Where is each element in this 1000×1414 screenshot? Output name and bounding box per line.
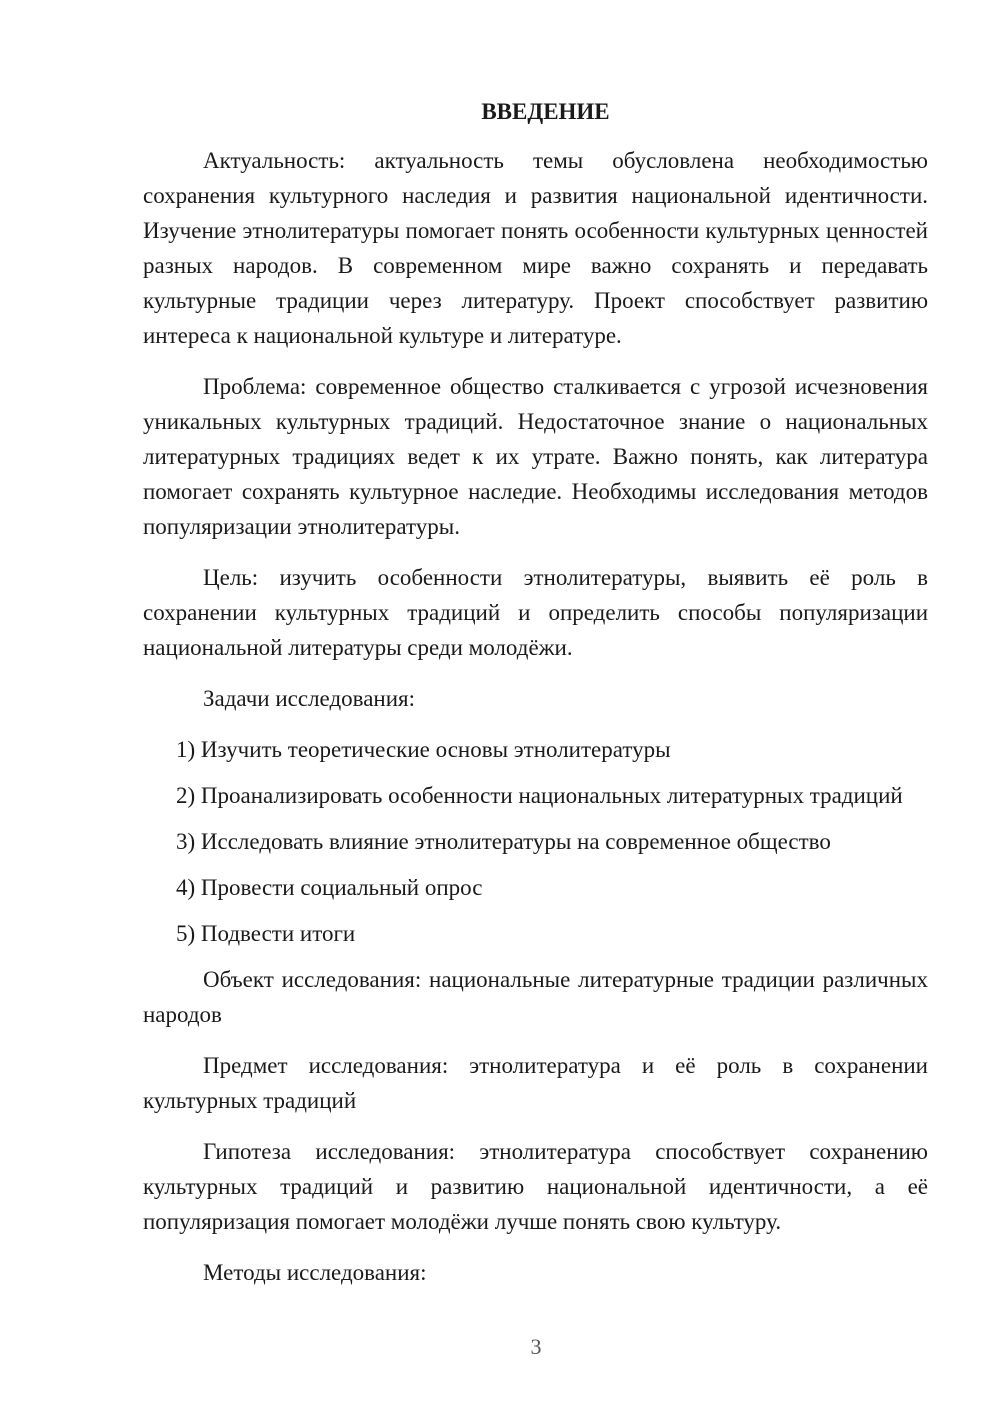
- methods-heading: Методы исследования:: [203, 1260, 427, 1285]
- task-item-1: 1) Изучить теоретические основы этнолитературы: [176, 737, 671, 762]
- task-item-2: 2) Проанализировать особенности национальных литературных традиций: [176, 783, 903, 808]
- paragraph-hypothesis: Гипотеза исследования: этнолитература способствует сохранению культурных традиций и развитию национальной идентичности, а её популяризация помогает молодёжи лучше понять свою культуру.: [143, 1139, 928, 1234]
- paragraph-relevance: Актуальность: актуальность темы обусловлена необходимостью сохранения культурного наследия и развития национальной идентичности. Изучение этнолитературы помогает понять особенности культурных ценностей разных народов. В современном мире важно сохранять и передавать культурные традиции через литературу. Проект способствует развитию интереса к национальной культуре и литературе.: [143, 148, 928, 348]
- paragraph-object: Объект исследования: национальные литературные традиции различных народов: [143, 967, 928, 1027]
- paragraph-subject: Предмет исследования: этнолитература и её роль в сохранении культурных традиций: [143, 1053, 928, 1113]
- page-content: [143, 94, 928, 1306]
- tasks-heading: Задачи исследования:: [203, 686, 416, 711]
- task-item-5: 5) Подвести итоги: [176, 921, 356, 946]
- task-item-4: 4) Провести социальный опрос: [176, 875, 483, 900]
- paragraph-goal: Цель: изучить особенности этнолитературы, выявить её роль в сохранении культурных традиций и определить способы популяризации национальной литературы среди молодёжи.: [143, 565, 928, 660]
- section-title: ВВЕДЕНИЕ: [481, 99, 610, 124]
- task-item-3: 3) Исследовать влияние этнолитературы на современное общество: [176, 829, 831, 854]
- paragraph-problem: Проблема: современное общество сталкивается с угрозой исчезновения уникальных культурных традиций. Недостаточное знание о национальных литературных традициях ведет к их утрате. Важно понять, как литература помогает сохранять культурное наследие. Необходимы исследования методов популяризации этнолитературы.: [143, 374, 928, 539]
- page-number: 3: [530, 1334, 542, 1359]
